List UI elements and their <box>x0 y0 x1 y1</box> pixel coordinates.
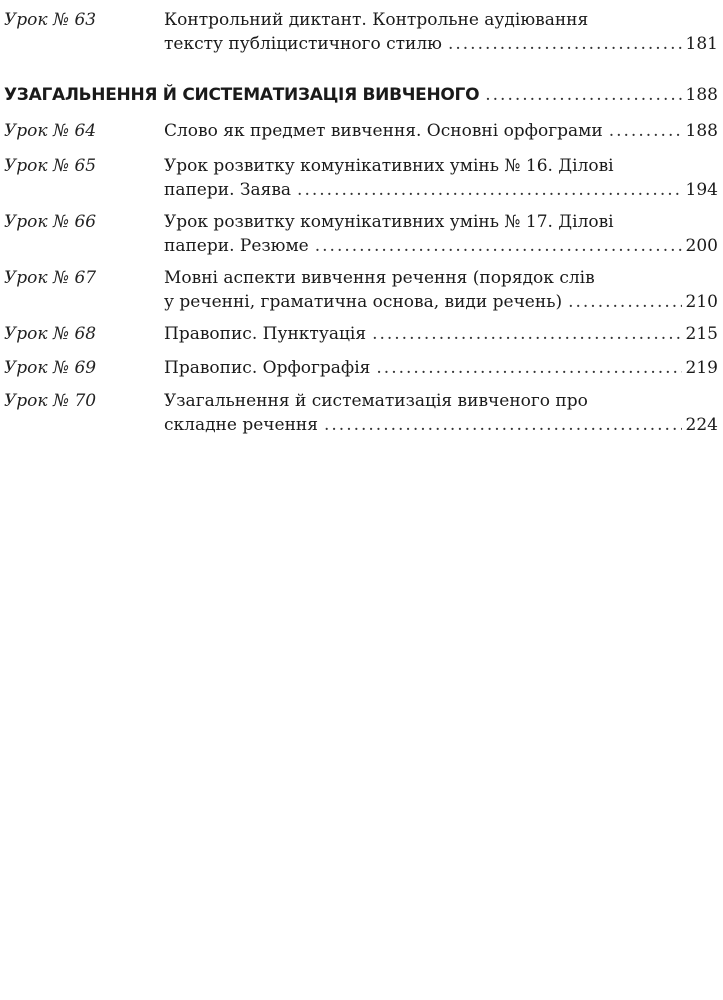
page-number: 188 <box>685 121 718 141</box>
entry-body <box>164 210 718 258</box>
entry-title-line: Правопис. Орфографія <box>164 358 371 378</box>
entry-title-line: Слово як предмет вивчення. Основні орфограми <box>164 121 603 141</box>
entry-title-line: Мовні аспекти вивчення речення (порядок слів <box>164 268 595 288</box>
lesson-number: Урок № 66 <box>4 212 97 232</box>
dot-leader <box>376 356 681 380</box>
lesson-number: Урок № 65 <box>4 156 97 176</box>
entry-title-last-line <box>164 290 718 314</box>
page-number: 215 <box>685 324 718 344</box>
entry-title-line: Узагальнення й систематизація вивченого про <box>164 391 588 411</box>
entry-body <box>164 322 718 346</box>
page-number: 219 <box>685 358 718 378</box>
entry-body <box>164 8 718 56</box>
entry-title-line: Урок розвитку комунікативних умінь № 17. Ділові <box>164 212 614 232</box>
entry-body <box>164 356 718 380</box>
entry-title-line: Урок розвитку комунікативних умінь № 16. Ділові <box>164 156 614 176</box>
lesson-number: Урок № 64 <box>4 121 97 141</box>
page-number: 210 <box>685 292 718 312</box>
page-number: 188 <box>685 85 718 105</box>
entry-title-line: тексту публіцистичного стилю <box>164 34 442 54</box>
entry-title-line: Правопис. Пунктуація <box>164 324 367 344</box>
entry-title-line: складне речення <box>164 415 318 435</box>
entry-title-last-line <box>164 322 718 346</box>
entry-title-line: у реченні, граматична основа, види речень) <box>164 292 563 312</box>
dot-leader <box>485 82 681 108</box>
page-number: 224 <box>685 415 718 435</box>
lesson-number: Урок № 68 <box>4 324 97 344</box>
section-heading[interactable] <box>4 82 718 108</box>
entry-title-last-line <box>164 234 718 258</box>
entry-title-last-line <box>164 413 718 437</box>
dot-leader <box>609 119 682 143</box>
section-title: УЗАГАЛЬНЕННЯ Й СИСТЕМАТИЗАЦІЯ ВИВЧЕНОГО <box>4 85 480 105</box>
entry-title-last-line <box>164 356 718 380</box>
entry-title-last-line <box>164 178 718 202</box>
entry-title-line: папери. Заява <box>164 180 292 200</box>
lesson-number: Урок № 70 <box>4 391 97 411</box>
dot-leader <box>315 234 682 258</box>
entry-body <box>164 266 718 314</box>
entry-body <box>164 154 718 202</box>
dot-leader <box>324 413 682 437</box>
dot-leader <box>448 32 682 56</box>
dot-leader <box>297 178 682 202</box>
page-number: 200 <box>685 236 718 256</box>
entry-body <box>164 119 718 143</box>
dot-leader <box>372 322 681 346</box>
lesson-number: Урок № 67 <box>4 268 97 288</box>
entry-body <box>164 389 718 437</box>
entry-title-line: Контрольний диктант. Контрольне аудіювання <box>164 10 589 30</box>
dot-leader <box>568 290 681 314</box>
page-number: 194 <box>685 180 718 200</box>
entry-title-line: папери. Резюме <box>164 236 309 256</box>
page-number: 181 <box>685 34 718 54</box>
lesson-number: Урок № 69 <box>4 358 97 378</box>
entry-title-last-line <box>164 32 718 56</box>
lesson-number: Урок № 63 <box>4 10 97 30</box>
entry-title-last-line <box>164 119 718 143</box>
